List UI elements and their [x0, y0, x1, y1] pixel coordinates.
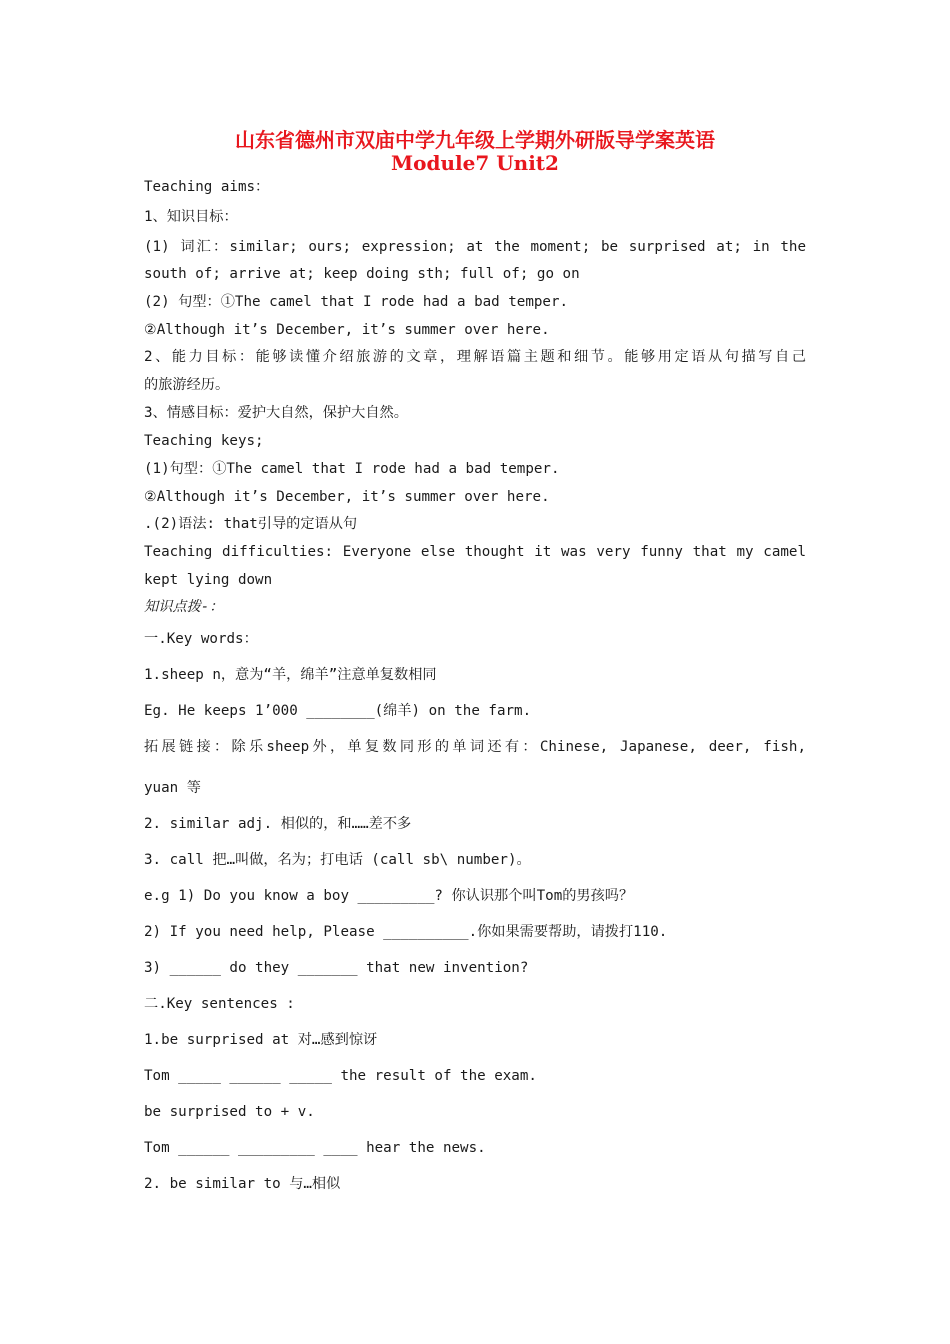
ability-goal-line-1: 2、能力目标：能够读懂介绍旅游的文章，理解语篇主题和细节。能够用定语从句描写自己	[144, 349, 806, 365]
knowledge-goal-heading: 1、知识目标：	[144, 209, 238, 225]
call-example-2: 2) If you need help, Please __________.你如果需要帮助，请拨打110.	[144, 924, 668, 940]
key-sentences-heading: 二.Key sentences :	[144, 996, 295, 1012]
surprised-to-example: Tom ______ _________ ____ hear the news.	[144, 1140, 486, 1156]
surprised-at-note: 1.be surprised at 对…感到惊讶	[144, 1032, 378, 1048]
surprised-to-note: be surprised to + v.	[144, 1104, 315, 1120]
extension-line-1: 拓展链接：除乐sheep外，单复数同形的单词还有：Chinese, Japanese, deer, fish,	[144, 739, 806, 755]
teaching-keys-heading: Teaching keys;	[144, 433, 264, 449]
vocab-line-2: south of; arrive at; keep doing sth; full of; go on	[144, 266, 580, 282]
vocab-line-1: (1) 词汇：similar; ours; expression; at the moment; be surprised at; in the	[144, 239, 806, 255]
surprised-at-example: Tom _____ ______ _____ the result of the exam.	[144, 1068, 537, 1084]
keys-pattern-2: ②Although it’s December, it’s summer over here.	[144, 489, 550, 505]
keys-grammar: .(2)语法: that引导的定语从句	[144, 516, 358, 532]
key-words-heading: 一.Key words：	[144, 631, 258, 647]
knowledge-tips-heading: 知识点拨-：	[144, 599, 224, 615]
keys-pattern-1: (1)句型：①The camel that I rode had a bad temper.	[144, 461, 560, 477]
doc-subtitle: Module7 Unit2	[391, 151, 559, 175]
call-example-1: e.g 1) Do you know a boy _________? 你认识那个叫Tom的男孩吗？	[144, 888, 634, 904]
extension-line-2: yuan 等	[144, 780, 201, 796]
sheep-example: Eg. He keeps 1’000 ________(绵羊) on the farm.	[144, 703, 532, 719]
emotion-goal: 3、情感目标：爱护大自然，保护大自然。	[144, 405, 408, 421]
similar-to-note: 2. be similar to 与…相似	[144, 1176, 341, 1192]
teaching-aims-heading: Teaching aims：	[144, 179, 270, 195]
similar-note: 2. similar adj. 相似的，和……差不多	[144, 816, 412, 832]
difficulties-line-1: Teaching difficulties: Everyone else thought it was very funny that my camel	[144, 544, 806, 560]
sentence-pattern-1: (2) 句型：①The camel that I rode had a bad temper.	[144, 294, 569, 310]
call-note: 3. call 把…叫做，名为；打电话 (call sb\ number)。	[144, 852, 531, 868]
call-example-3: 3) ______ do they _______ that new invention?	[144, 960, 529, 976]
doc-title: 山东省德州市双庙中学九年级上学期外研版导学案英语	[235, 128, 715, 152]
ability-goal-line-2: 的旅游经历。	[144, 377, 230, 393]
sentence-pattern-2: ②Although it’s December, it’s summer over here.	[144, 322, 550, 338]
difficulties-line-2: kept lying down	[144, 572, 273, 588]
sheep-note: 1.sheep n，意为“羊，绵羊”注意单复数相同	[144, 667, 437, 683]
